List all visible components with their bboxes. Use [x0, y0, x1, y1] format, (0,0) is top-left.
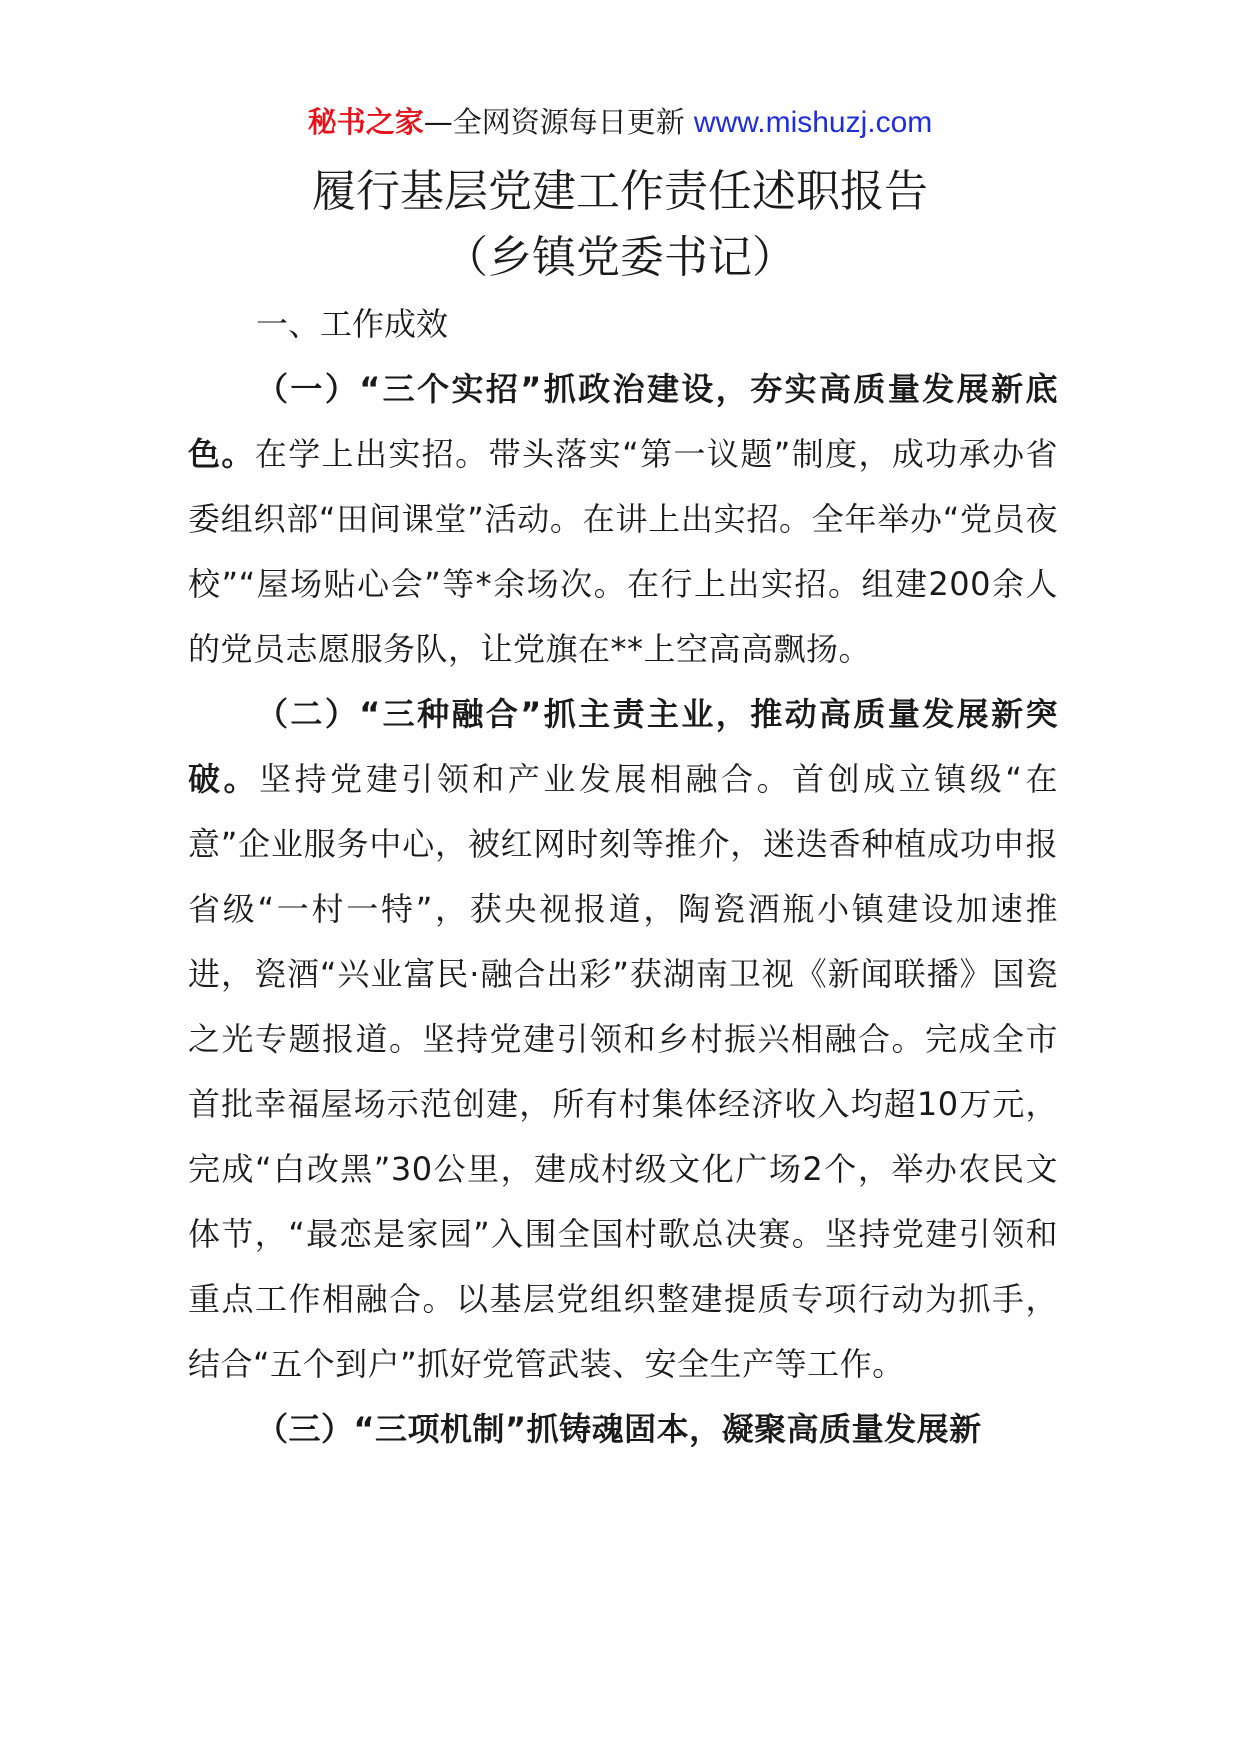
document-subtitle: （乡镇党委书记） [444, 232, 796, 283]
paragraph-title: （二）“三种融合”抓主责主业，推动高质量发展新突破。 [188, 695, 1058, 798]
document-title: 履行基层党建工作责任述职报告 [312, 166, 928, 217]
paragraph-title: （三）“三项机制”抓铸魂固本，凝聚高质量发展新 [256, 1410, 982, 1448]
brand-name: 秘书之家 [307, 105, 424, 139]
document-body [188, 292, 1058, 1462]
paragraph-body: 坚持党建引领和产业发展相融合。首创成立镇级“在意”企业服务中心，被红网时刻等推介，迷迭香种植成功申报省级“一村一特”，获央视报道，陶瓷酒瓶小镇建设加速推进，瓷酒“兴业富民·融合出彩”获湖南卫视《新闻联播》国瓷之光专题报道。坚持党建引领和乡村振兴相融合。完成全市首批幸福屋场示范创建，所有村集体经济收入均超10万元，完成“白改黑”30公里，建成村级文化广场2个，举办农民文体节，“最恋是家园”入围全国村歌总决赛。坚持党建引领和重点工作相融合。以基层党组织整建提质专项行动为抓手，结合“五个到户”抓好党管武装、安全生产等工作。 [188, 760, 1058, 1383]
paragraph-political-building [188, 357, 1058, 682]
paragraph-title: （一）“三个实招”抓政治建设，夯实高质量发展新底色。 [188, 370, 1058, 473]
website-link[interactable]: www.mishuzj.com [693, 106, 933, 139]
paragraph-mechanisms [188, 1397, 1058, 1462]
paragraph-main-responsibility [188, 682, 1058, 1397]
header-banner [0, 100, 1240, 145]
banner-tagline: —全网资源每日更新 [423, 105, 694, 139]
section-heading: 一、工作成效 [256, 305, 449, 343]
paragraph-body: 在学上出实招。带头落实“第一议题”制度，成功承办省委组织部“田间课堂”活动。在讲上出实招。全年举办“党员夜校”“屋场贴心会”等*余场次。在行上出实招。组建200余人的党员志愿服务队，让党旗在**上空高高飘扬。 [188, 435, 1058, 668]
